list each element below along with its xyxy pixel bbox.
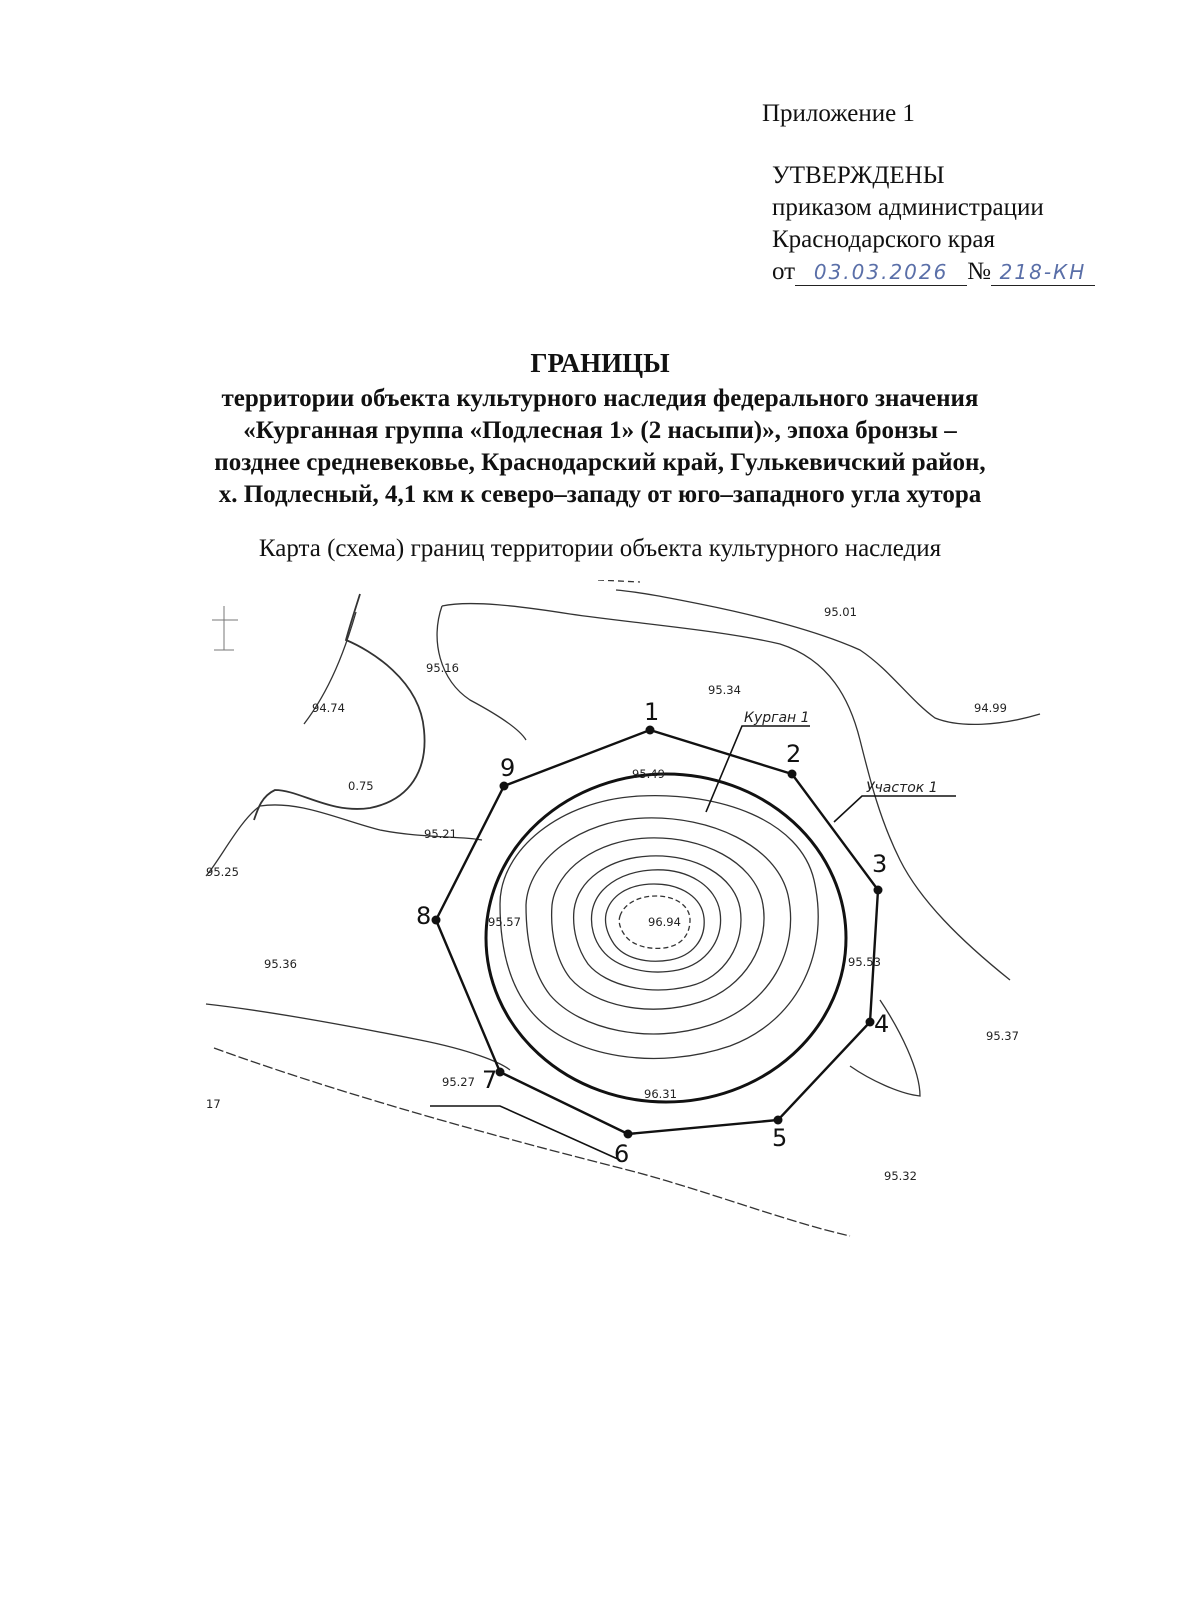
handwritten-number: 218-КН [991,259,1095,286]
north-arrow-icon [212,606,238,650]
vertex-marker [500,782,509,791]
point-number: 5 [772,1124,788,1152]
title-line: территории объекта культурного наследия федерального значения [221,385,979,412]
date-prefix: от [772,258,796,285]
elevation-mark: 95.36 [264,957,297,971]
elevation-mark: 95.37 [986,1029,1019,1043]
elevation-mark: 95.49 [632,767,665,781]
elevation-mark: 95.01 [824,605,857,619]
title-line: х. Подлесный, 4,1 км к северо–западу от юго–западного угла хутора [218,481,982,508]
vertex-marker [432,916,441,925]
vertex-marker [646,726,655,735]
boundary-map [0,580,1200,1260]
point-number: 6 [614,1140,630,1168]
number-prefix: № [967,258,991,285]
elevation-mark: 95.25 [206,865,239,879]
approved-heading: УТВЕРЖДЕНЫ [772,162,945,189]
approval-block [772,160,1095,288]
title-line: «Курганная группа «Подлесная 1» (2 насыпи)», эпоха бронзы – [243,417,957,444]
elevation-mark: 95.27 [442,1075,475,1089]
map-caption: Карта (схема) границ территории объекта культурного наследия [258,535,942,562]
order-line-2: Краснодарского края [772,226,995,253]
order-line-1: приказом администрации [772,194,1044,221]
vertex-marker [788,770,797,779]
document-title [0,348,1200,511]
title-main: ГРАНИЦЫ [530,348,670,378]
point-number: 3 [872,850,888,878]
point-number: 1 [644,698,660,726]
kurgan-label: Курган 1 [744,710,810,726]
elevation-mark: 95.34 [708,683,741,697]
point-number: 9 [500,754,516,782]
order-date-line [772,256,1095,288]
point-number: 7 [482,1066,498,1094]
handwritten-date: 03.03.2026 [795,259,967,286]
plot-label: Участок 1 [866,780,938,796]
point-number: 8 [416,902,432,930]
elevation-mark: 94.74 [312,701,345,715]
point-number: 2 [786,740,802,768]
elevation-mark: 95.21 [424,827,457,841]
appendix-label: Приложение 1 [762,100,915,127]
elevation-mark: 96.94 [648,915,681,929]
elevation-mark: 95.16 [426,661,459,675]
elevation-mark: 94.99 [974,701,1007,715]
elevation-mark: 96.31 [644,1087,677,1101]
elevation-mark: 0.75 [348,779,374,793]
elevation-mark: 95.32 [884,1169,917,1183]
vertex-marker [624,1130,633,1139]
kurgan-outline [486,774,846,1102]
elevation-mark: 17 [206,1097,221,1111]
point-number: 4 [874,1010,890,1038]
elevation-marks [206,605,1019,1183]
vertex-marker [874,886,883,895]
title-line: позднее средневековье, Краснодарский край, Гулькевичский район, [214,449,986,476]
elevation-mark: 95.57 [488,915,521,929]
elevation-mark: 95.53 [848,955,881,969]
boundary-vertices [432,726,883,1139]
